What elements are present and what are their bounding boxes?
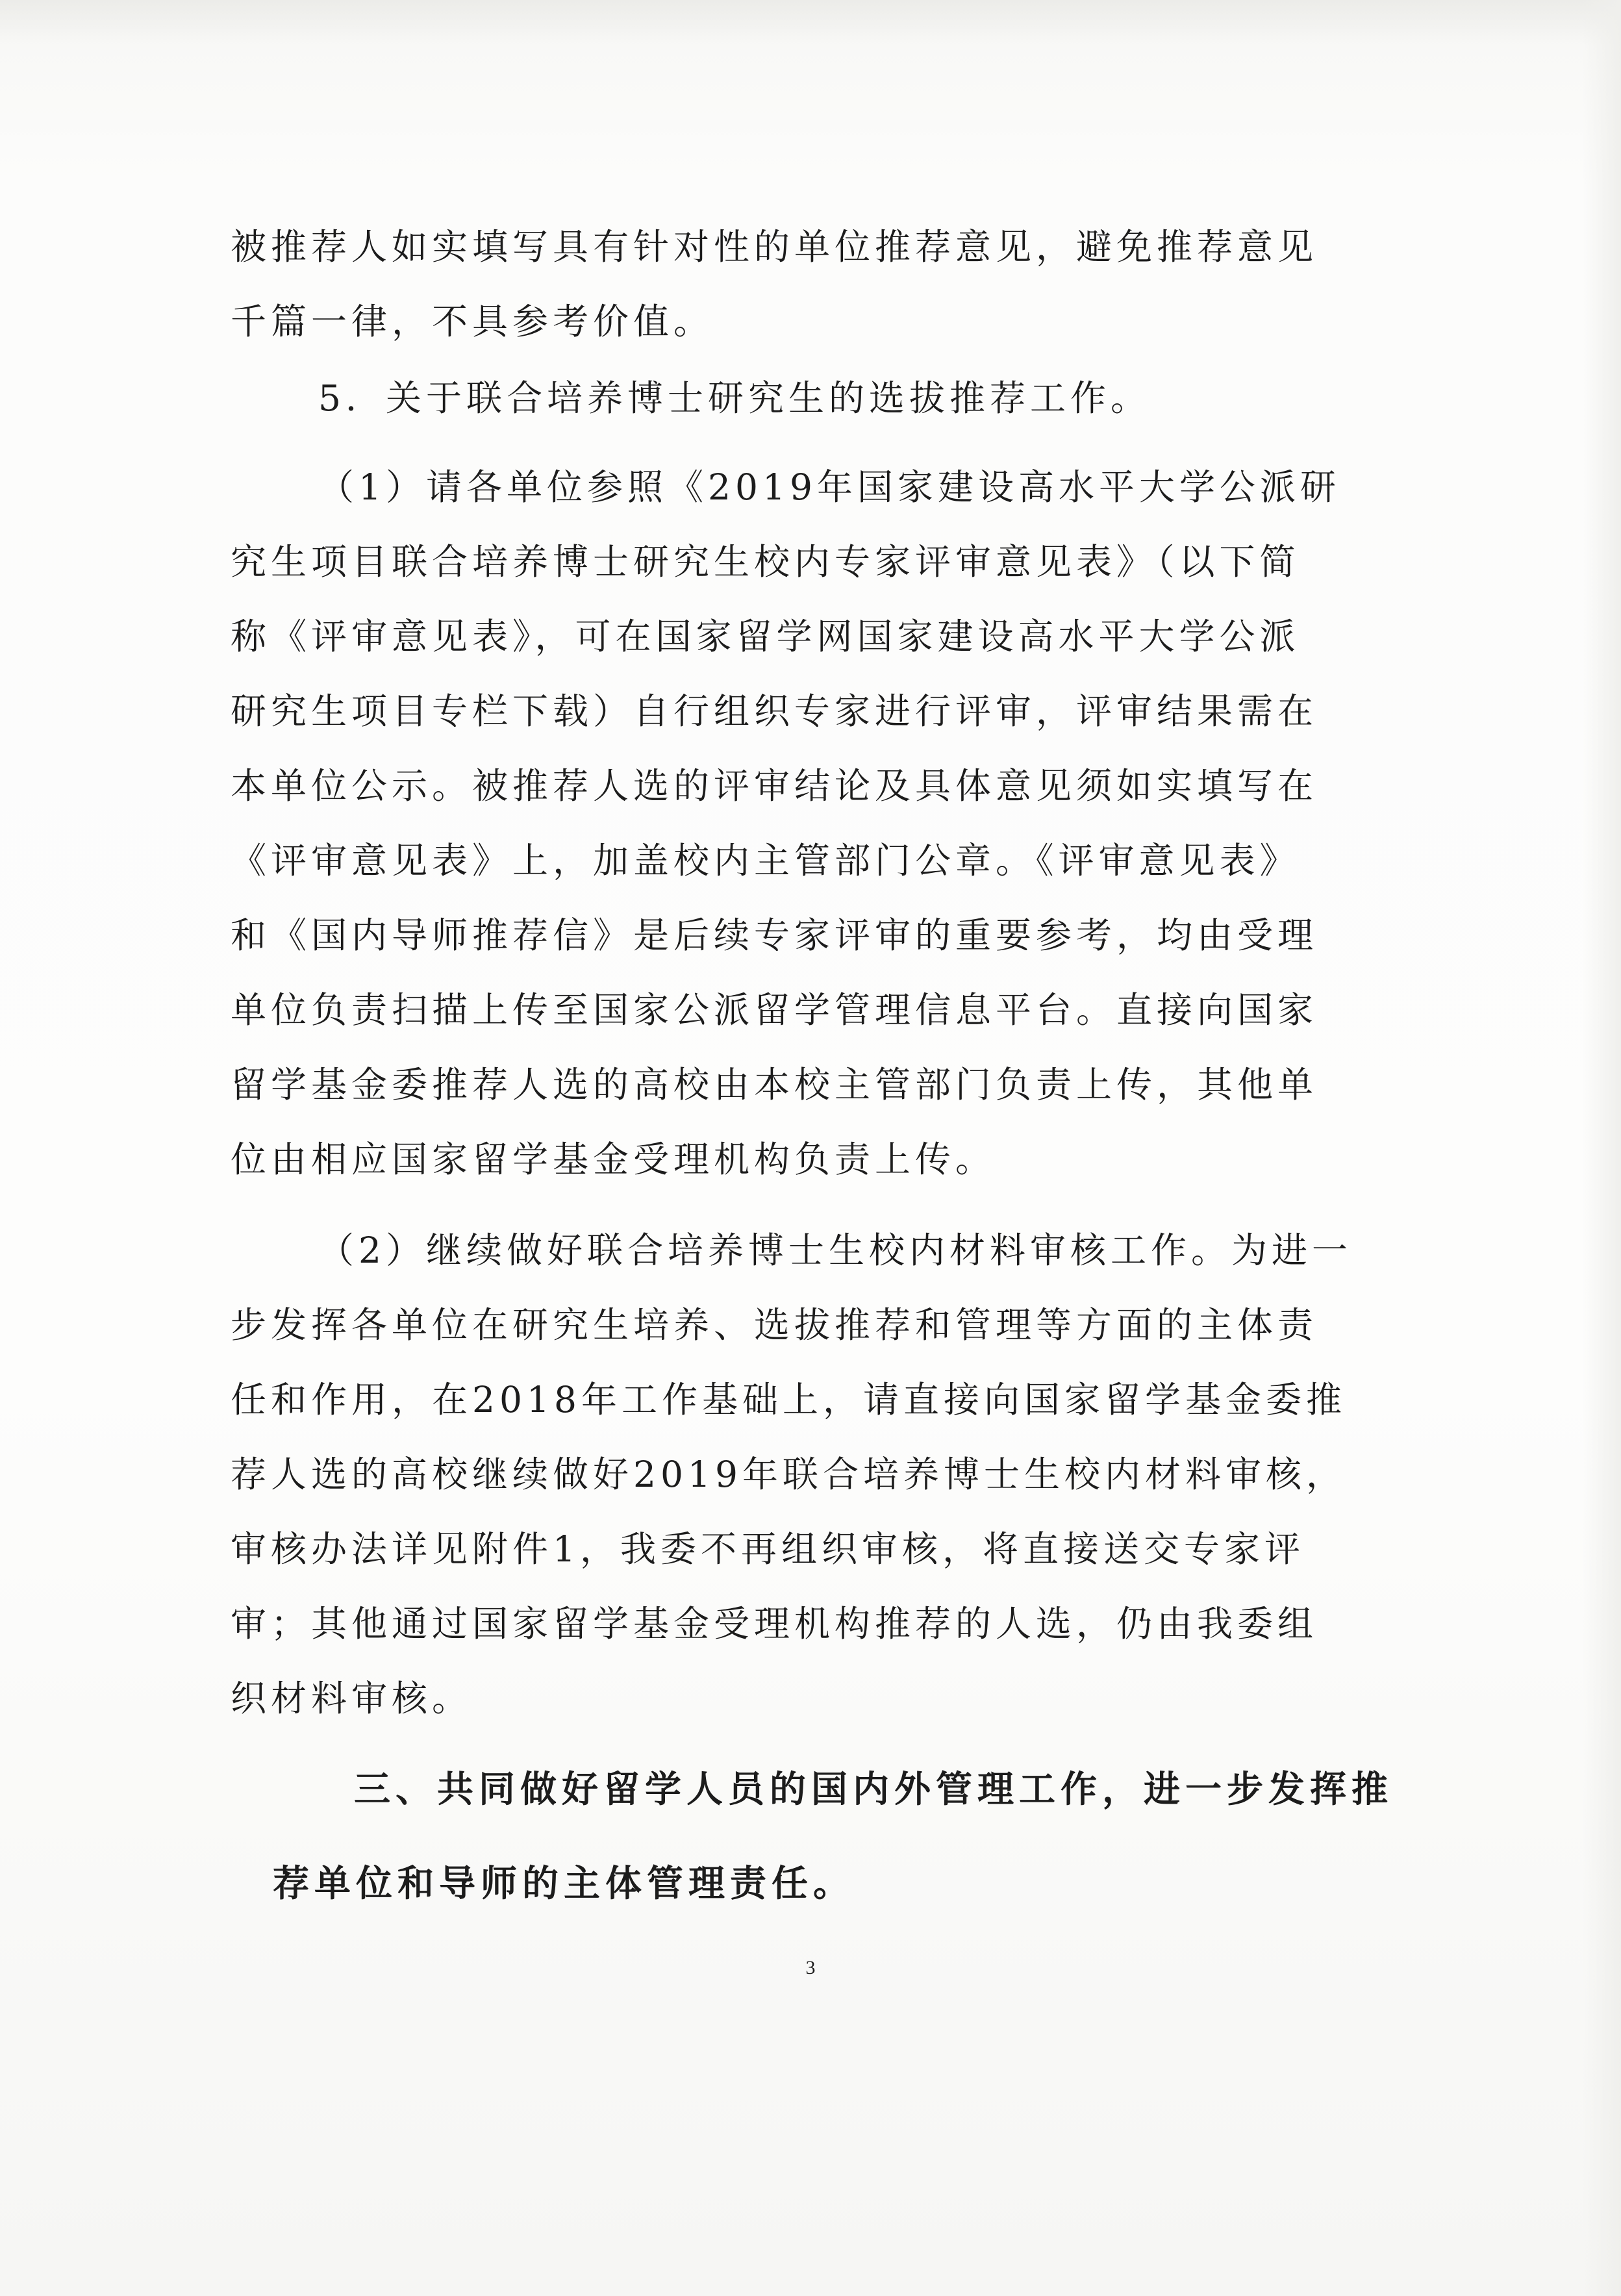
body-line: 步发挥各单位在研究生培养、选拔推荐和管理等方面的主体责: [231, 1304, 1318, 1346]
body-line: 被推荐人如实填写具有针对性的单位推荐意见，避免推荐意见: [231, 226, 1318, 268]
body-line: 和《国内导师推荐信》是后续专家评审的重要参考，均由受理: [231, 915, 1318, 956]
body-line: 《评审意见表》上，加盖校内主管部门公章。《评审意见表》: [231, 840, 1300, 881]
body-line: 任和作用，在2018年工作基础上，请直接向国家留学基金委推: [231, 1379, 1346, 1420]
section-item-5: 5．关于联合培养博士研究生的选拔推荐工作。: [318, 377, 1151, 419]
body-line: 称《评审意见表》，可在国家留学网国家建设高水平大学公派: [231, 616, 1300, 657]
paragraph-1-start: （1）请各单位参照《2019年国家建设高水平大学公派研: [318, 466, 1340, 508]
body-line: 研究生项目专栏下载）自行组织专家进行评审，评审结果需在: [231, 690, 1318, 732]
paragraph-2-start: （2）继续做好联合培养博士生校内材料审核工作。为进一: [318, 1230, 1352, 1271]
body-line: 究生项目联合培养博士研究生校内专家评审意见表》（以下简: [231, 541, 1300, 583]
page-number: 3: [805, 1957, 816, 1978]
body-line: 单位负责扫描上传至国家公派留学管理信息平台。直接向国家: [231, 989, 1318, 1031]
body-line: 荐人选的高校继续做好2019年联合培养博士生校内材料审核，: [231, 1454, 1346, 1495]
body-line: 审；其他通过国家留学基金受理机构推荐的人选，仍由我委组: [231, 1603, 1318, 1645]
section-heading-3: 三、共同做好留学人员的国内外管理工作，进一步发挥推: [354, 1768, 1393, 1811]
body-line: 千篇一律，不具参考价值。: [231, 301, 714, 342]
body-line: 本单位公示。被推荐人选的评审结论及具体意见须如实填写在: [231, 765, 1318, 807]
scan-shadow-right: [1582, 0, 1621, 2296]
body-line: 审核办法详见附件1，我委不再组织审核，将直接送交专家评: [231, 1528, 1305, 1570]
body-line: 留学基金委推荐人选的高校由本校主管部门负责上传，其他单: [231, 1064, 1318, 1105]
section-heading-3-cont: 荐单位和导师的主体管理责任。: [273, 1862, 855, 1905]
body-line: 位由相应国家留学基金受理机构负责上传。: [231, 1139, 996, 1180]
body-line: 织材料审核。: [231, 1678, 473, 1719]
scan-shadow-top: [0, 0, 1621, 45]
